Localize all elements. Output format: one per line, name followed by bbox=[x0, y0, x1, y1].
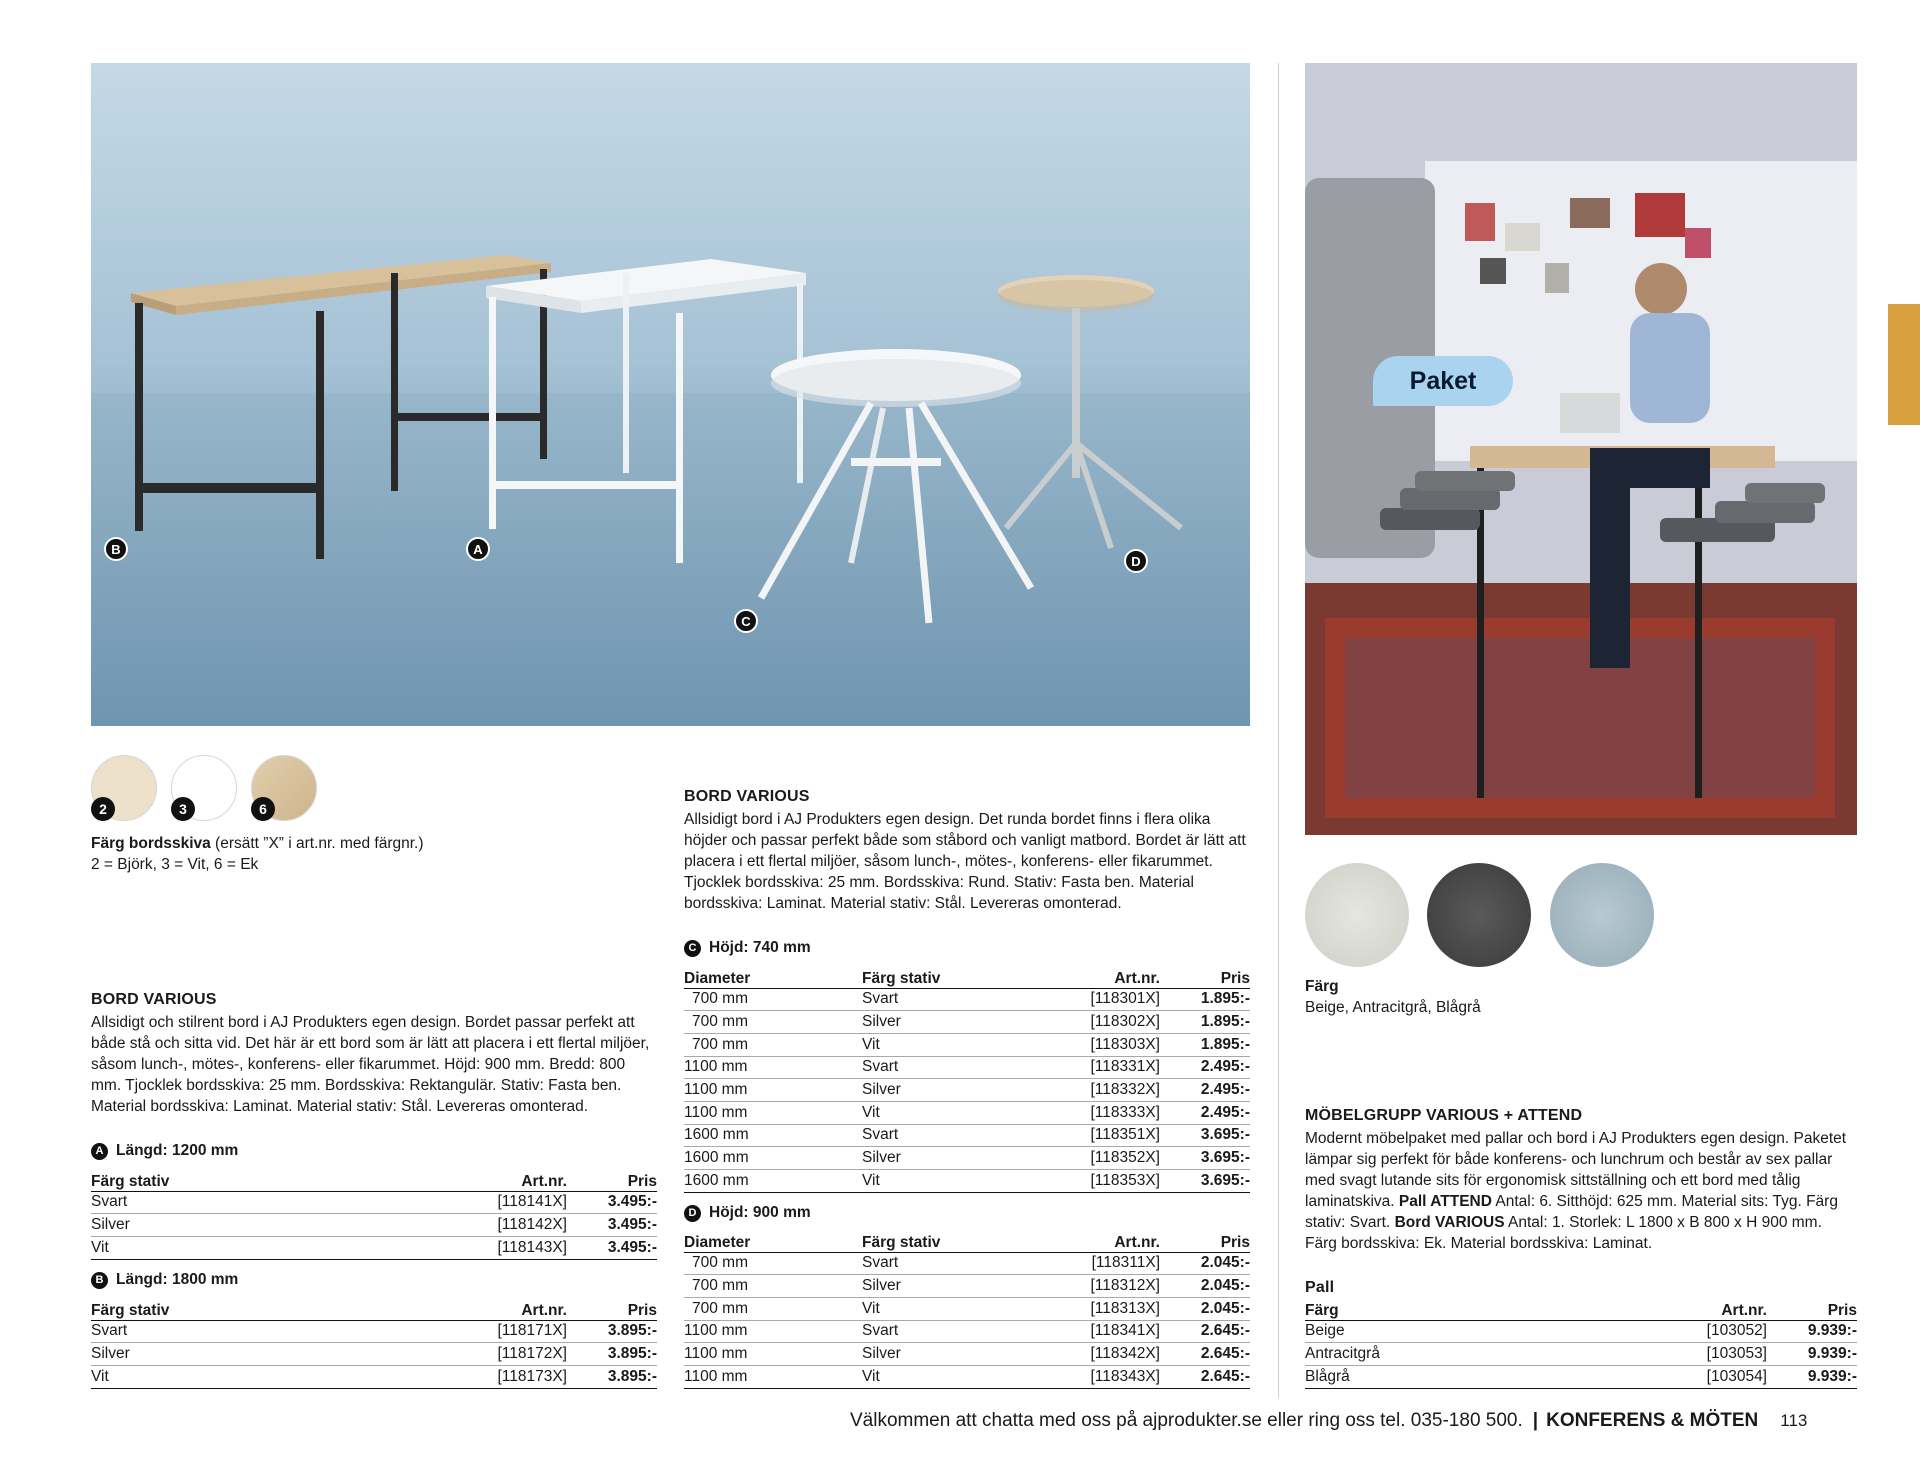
table-row: 1600 mm Vit [118353X] 3.695:- bbox=[684, 1170, 1250, 1193]
svg-text:C: C bbox=[741, 614, 751, 629]
swatch-caption bbox=[91, 833, 651, 875]
page-number: 113 bbox=[1780, 1411, 1808, 1430]
swatch-number-6: 6 bbox=[251, 797, 275, 821]
col-diameter: Diameter bbox=[684, 965, 862, 988]
footer-separator: | bbox=[1532, 1410, 1539, 1431]
bord1-b-label: Längd: 1800 mm bbox=[116, 1271, 239, 1288]
office-scene-illustration bbox=[1305, 63, 1857, 835]
mobel-sub-pall: Pall bbox=[1305, 1279, 1335, 1296]
bord2-d-heading bbox=[684, 1204, 811, 1222]
tables-illustration bbox=[91, 63, 1250, 726]
hero-product-photo bbox=[91, 63, 1250, 726]
table-row: 1100 mm Silver [118332X] 2.495:- bbox=[684, 1079, 1250, 1102]
table-row: 700 mm Silver [118312X] 2.045:- bbox=[684, 1275, 1250, 1298]
bord1-description: Allsidigt och stilrent bord i AJ Produkters egen design. Bordet passar perfekt att både stå och sitta vid. Det här är ett bord som är lätt att placera i ett flertal miljöer, såsom lunch-, mötes-, konferens- eller fikarummet. Höjd: 900 mm. Bredd: 800 mm. Tjocklek bordsskiva: 25 mm. Bordsskiva: Rektangulär. Stativ: Fasta ben. Material bordsskiva: Laminat. Material stativ: Stål. Levereras omonterad. bbox=[91, 1014, 650, 1115]
table-row: 1600 mm Silver [118352X] 3.695:- bbox=[684, 1147, 1250, 1170]
table-row: Silver [118172X] 3.895:- bbox=[91, 1343, 657, 1366]
col-pris: Pris bbox=[1767, 1297, 1857, 1320]
bord2-d-label: Höjd: 900 mm bbox=[709, 1204, 811, 1221]
swatch-caption-label: Färg bordsskiva bbox=[91, 835, 211, 852]
marker-a bbox=[467, 538, 489, 560]
svg-text:B: B bbox=[111, 542, 121, 557]
table-row: Blågrå [103054] 9.939:- bbox=[1305, 1365, 1857, 1388]
mobel-description: Modernt möbelpaket med pallar och bord i AJ Produkters egen design. Paketet lämpar sig perfekt för både konferens- och lunchrum och består av sex pallar med svagt lutande sits för ergonomisk sittställning och ett bord med tålig laminatskiva. Pall ATTEND Antal: 6. Sitthöjd: 625 mm. Material sits: Tyg. Färg stativ: Svart. Bord VARIOUS Antal: 1. Storlek: L 1800 x B 800 x H 900 mm. Färg bordsskiva: Ek. Material bordsskiva: Laminat. bbox=[1305, 1130, 1847, 1252]
bord1-a-label: Längd: 1200 mm bbox=[116, 1142, 239, 1159]
swatch-number-2: 2 bbox=[91, 797, 115, 821]
fabric-values: Beige, Antracitgrå, Blågrå bbox=[1305, 999, 1481, 1016]
column-divider bbox=[1278, 63, 1279, 1398]
col-farg: Färg bbox=[1305, 1297, 1625, 1320]
table-row: 1600 mm Svart [118351X] 3.695:- bbox=[684, 1124, 1250, 1147]
bord2-title: BORD VARIOUS bbox=[684, 788, 810, 805]
fabric-antracitgra bbox=[1427, 863, 1531, 967]
page-footer bbox=[850, 1410, 1860, 1432]
badge-a: A bbox=[91, 1143, 108, 1160]
marker-b bbox=[105, 538, 127, 560]
table-row: Vit [118173X] 3.895:- bbox=[91, 1365, 657, 1388]
fabric-label: Färg bbox=[1305, 978, 1339, 995]
bord1-a-table bbox=[91, 1168, 657, 1260]
table-row: 1100 mm Silver [118342X] 2.645:- bbox=[684, 1343, 1250, 1366]
fabric-caption bbox=[1305, 976, 1845, 1018]
mobel-title: MÖBELGRUPP VARIOUS + ATTEND bbox=[1305, 1107, 1583, 1124]
table-row: 1100 mm Vit [118343X] 2.645:- bbox=[684, 1365, 1250, 1388]
table-row: 700 mm Svart [118301X] 1.895:- bbox=[684, 988, 1250, 1011]
badge-c: C bbox=[684, 940, 701, 957]
table-row: 700 mm Vit [118313X] 2.045:- bbox=[684, 1297, 1250, 1320]
bord2-description: Allsidigt bord i AJ Produkters egen design. Det runda bordet finns i flera olika höjder och passar perfekt både som ståbord och vanligt matbord. Bordet är lätt att placera i ett flertal miljöer, såsom lunch-, mötes-, konferens- eller fikarummet. Tjocklek bordsskiva: 25 mm. Bordsskiva: Rund. Stativ: Fasta ben. Material bordsskiva: Laminat. Material stativ: Stål. Levereras omonterad. bbox=[684, 811, 1246, 912]
marker-d bbox=[1125, 550, 1147, 572]
footer-message: Välkommen att chatta med oss på ajprodukter.se eller ring oss tel. 035-180 500. bbox=[850, 1410, 1523, 1431]
col-pris: Pris bbox=[567, 1168, 657, 1191]
table-row: 700 mm Svart [118311X] 2.045:- bbox=[684, 1252, 1250, 1275]
col-artnr: Art.nr. bbox=[1012, 965, 1160, 988]
swatch-number-3: 3 bbox=[171, 797, 195, 821]
bord1-b-heading bbox=[91, 1271, 238, 1289]
table-row: 1100 mm Vit [118333X] 2.495:- bbox=[684, 1101, 1250, 1124]
svg-text:D: D bbox=[1131, 554, 1141, 569]
marker-c bbox=[735, 610, 757, 632]
bord2-c-table bbox=[684, 965, 1250, 1193]
fabric-blagra bbox=[1550, 863, 1654, 967]
bord1-b-table: Färg stativ Art.nr. Pris Svart [118171X] 3.895:- Silver [118172X] 3.895:- Vit [118173X] 3.895:- bbox=[91, 1297, 657, 1389]
table-row: 1100 mm Svart [118341X] 2.645:- bbox=[684, 1320, 1250, 1343]
swatch-legend: 2 = Björk, 3 = Vit, 6 = Ek bbox=[91, 856, 259, 873]
col-farg-stativ: Färg stativ bbox=[862, 965, 1012, 988]
bord2-d-table: Diameter Färg stativ Art.nr. Pris 700 mm Svart [118311X] 2.045:- 700 mm Silver [118312X] 2.045:- 700 mm Vit [118313X] 2.045:- 1100 mm Svart [118341X] 2.645:- 1100 mm Silver [118342X] 2.645:- 1100 mm Vit [118343X] 2.645:- bbox=[684, 1229, 1250, 1389]
bord2-c-heading bbox=[684, 939, 811, 957]
footer-section: KONFERENS & MÖTEN bbox=[1546, 1410, 1759, 1431]
swatch-caption-rest: (ersätt ”X” i art.nr. med färgnr.) bbox=[210, 835, 424, 852]
col-pris: Pris bbox=[1160, 965, 1250, 988]
col-farg-stativ: Färg stativ bbox=[91, 1168, 421, 1191]
table-row: Svart [118171X] 3.895:- bbox=[91, 1320, 657, 1343]
paket-badge: Paket bbox=[1373, 356, 1513, 406]
col-artnr: Art.nr. bbox=[1625, 1297, 1767, 1320]
table-row: Silver [118142X] 3.495:- bbox=[91, 1214, 657, 1237]
bord2-c-label: Höjd: 740 mm bbox=[709, 939, 811, 956]
badge-b: B bbox=[91, 1272, 108, 1289]
badge-d: D bbox=[684, 1205, 701, 1222]
table-row: 1100 mm Svart [118331X] 2.495:- bbox=[684, 1056, 1250, 1079]
table-row: Beige [103052] 9.939:- bbox=[1305, 1320, 1857, 1343]
mobel-table bbox=[1305, 1297, 1857, 1389]
section-tab bbox=[1888, 304, 1920, 425]
fabric-beige bbox=[1305, 863, 1409, 967]
bord1-a-heading bbox=[91, 1142, 238, 1160]
table-row: 700 mm Vit [118303X] 1.895:- bbox=[684, 1033, 1250, 1056]
lifestyle-photo bbox=[1305, 63, 1857, 835]
svg-text:A: A bbox=[473, 542, 483, 557]
table-row: 700 mm Silver [118302X] 1.895:- bbox=[684, 1011, 1250, 1034]
table-row: Vit [118143X] 3.495:- bbox=[91, 1236, 657, 1259]
table-row: Antracitgrå [103053] 9.939:- bbox=[1305, 1343, 1857, 1366]
col-artnr: Art.nr. bbox=[421, 1168, 567, 1191]
bord1-title: BORD VARIOUS bbox=[91, 991, 217, 1008]
table-row: Svart [118141X] 3.495:- bbox=[91, 1191, 657, 1214]
